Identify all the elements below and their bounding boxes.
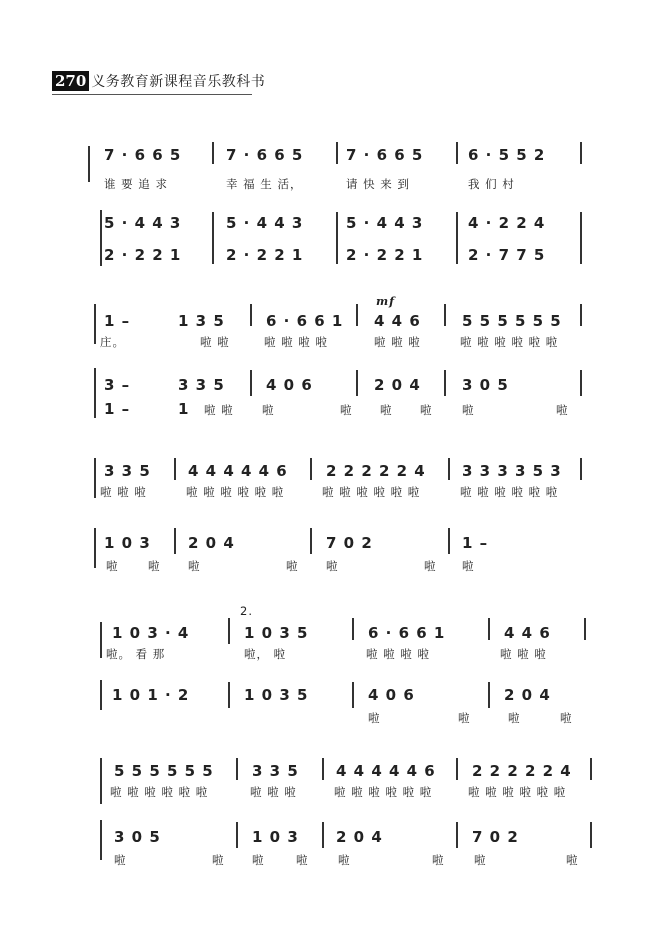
barline <box>580 212 582 264</box>
barline <box>448 528 450 554</box>
lyric: 啦 啦 啦 <box>250 785 297 799</box>
lyric: 啦 <box>462 403 475 417</box>
lyric: 啦 <box>556 403 569 417</box>
measure: 2 2 2 2 2 4 <box>326 462 426 480</box>
piano-brace <box>100 820 102 860</box>
system-5 <box>0 750 655 880</box>
repeat-barline <box>228 618 230 644</box>
measure: 1 0 3 5 <box>244 686 309 704</box>
measure: 5 · 4 4 3 <box>104 214 182 232</box>
measure: 5 · 4 4 3 <box>346 214 424 232</box>
lyric: 啦 啦 啦 <box>374 335 421 349</box>
piano-brace <box>94 368 96 418</box>
lyric: 啦 <box>508 711 521 725</box>
lyric: 啦 啦 啦 啦 啦 啦 <box>322 485 421 499</box>
measure: 4 0 6 <box>368 686 415 704</box>
barline <box>456 758 458 780</box>
dynamic-marking: mf <box>376 294 396 308</box>
book-title: 义务教育新课程音乐教科书 <box>91 74 266 90</box>
lyric: 啦 <box>368 711 381 725</box>
page-number: 270 <box>52 71 89 91</box>
measure: 3 3 5 <box>252 762 299 780</box>
barline <box>590 822 592 848</box>
lyric: 啦 <box>458 711 471 725</box>
lyric: 啦 <box>114 853 127 867</box>
lyric: 啦 啦 啦 啦 <box>366 647 430 661</box>
system-bracket <box>100 622 102 658</box>
measure: 3 3 5 <box>178 376 225 394</box>
measure: 1 0 3 5 <box>244 624 309 642</box>
barline <box>174 458 176 480</box>
system-4 <box>0 600 655 730</box>
measure: 4 4 6 <box>374 312 421 330</box>
lyric: 啦 啦 啦 啦 啦 啦 <box>460 485 559 499</box>
barline <box>356 370 358 396</box>
measure: 1 – <box>462 534 489 552</box>
lyric: 啦 啦 啦 啦 啦 啦 <box>110 785 209 799</box>
piano-brace <box>100 210 102 266</box>
barline <box>580 370 582 396</box>
barline <box>236 758 238 780</box>
barline <box>448 458 450 480</box>
measure: 6 · 6 6 1 <box>266 312 344 330</box>
lyric: 我 们 村 <box>468 177 515 191</box>
measure: 1 <box>178 400 190 418</box>
system-2 <box>0 290 655 430</box>
measure: 2 · 2 2 1 <box>226 246 304 264</box>
lyric: 谁 要 追 求 <box>104 177 168 191</box>
barline <box>456 212 458 264</box>
measure: 5 5 5 5 5 5 <box>114 762 214 780</box>
measure: 5 · 4 4 3 <box>226 214 304 232</box>
measure: 3 3 5 <box>104 462 151 480</box>
lyric: 啦 啦 啦 啦 啦 啦 <box>460 335 559 349</box>
barline <box>584 618 586 640</box>
lyric: 啦 <box>424 559 437 573</box>
measure: 1 0 3 <box>104 534 151 552</box>
barline <box>212 142 214 164</box>
measure: 4 4 4 4 4 6 <box>336 762 436 780</box>
measure: 4 4 6 <box>504 624 551 642</box>
measure: 4 4 4 4 4 6 <box>188 462 288 480</box>
barline <box>488 618 490 640</box>
measure: 2 · 2 2 1 <box>104 246 182 264</box>
measure: 3 3 3 3 5 3 <box>462 462 562 480</box>
lyric: 啦， 啦 <box>244 647 287 661</box>
barline <box>444 304 446 326</box>
lyric: 啦 <box>474 853 487 867</box>
volta-label: 2. <box>240 604 253 618</box>
lyric: 啦。 看 那 <box>106 647 166 661</box>
lyric: 啦 啦 啦 啦 <box>264 335 328 349</box>
lyric: 啦 <box>148 559 161 573</box>
lyric: 幸 福 生 活， <box>226 177 303 191</box>
lyric: 啦 啦 <box>200 335 230 349</box>
lyric: 庄。 <box>100 335 125 349</box>
lyric: 啦 啦 啦 啦 啦 啦 <box>186 485 285 499</box>
lyric: 啦 <box>380 403 393 417</box>
piano-brace <box>94 528 96 568</box>
barline <box>352 618 354 640</box>
lyric: 啦 啦 <box>204 403 234 417</box>
barline <box>250 304 252 326</box>
measure: 7 · 6 6 5 <box>226 146 304 164</box>
barline <box>580 142 582 164</box>
measure: 2 0 4 <box>374 376 421 394</box>
measure: 2 2 2 2 2 4 <box>472 762 572 780</box>
lyric: 啦 啦 啦 啦 啦 啦 <box>334 785 433 799</box>
measure: 1 0 3 <box>252 828 299 846</box>
system-bracket <box>94 458 96 498</box>
lyric: 啦 啦 啦 <box>100 485 147 499</box>
barline <box>212 212 214 264</box>
measure: 7 0 2 <box>326 534 373 552</box>
lyric: 啦 <box>566 853 579 867</box>
lyric: 啦 <box>188 559 201 573</box>
measure: 2 0 4 <box>336 828 383 846</box>
barline <box>580 304 582 326</box>
barline <box>336 212 338 264</box>
measure: 3 0 5 <box>114 828 161 846</box>
barline <box>322 758 324 780</box>
lyric: 啦 啦 啦 啦 啦 啦 <box>468 785 567 799</box>
lyric: 啦 <box>252 853 265 867</box>
barline <box>580 458 582 480</box>
piano-brace <box>100 680 102 710</box>
barline <box>456 142 458 164</box>
measure: 2 · 2 2 1 <box>346 246 424 264</box>
measure: 1 0 1 · 2 <box>112 686 190 704</box>
repeat-barline <box>228 682 230 708</box>
system-bracket <box>100 758 102 804</box>
measure: 2 · 7 7 5 <box>468 246 546 264</box>
barline <box>590 758 592 780</box>
barline <box>352 682 354 708</box>
barline <box>488 682 490 708</box>
system-bracket <box>94 304 96 344</box>
barline <box>444 370 446 396</box>
measure: 7 0 2 <box>472 828 519 846</box>
measure: 1 – <box>104 400 131 418</box>
measure: 1 3 5 <box>178 312 225 330</box>
lyric: 啦 <box>262 403 275 417</box>
barline <box>356 304 358 326</box>
measure: 2 0 4 <box>188 534 235 552</box>
barline <box>250 370 252 396</box>
lyric: 啦 <box>286 559 299 573</box>
measure: 7 · 6 6 5 <box>346 146 424 164</box>
measure: 1 0 3 · 4 <box>112 624 190 642</box>
barline <box>174 528 176 554</box>
lyric: 啦 <box>296 853 309 867</box>
barline <box>322 822 324 848</box>
barline <box>310 458 312 480</box>
measure: 7 · 6 6 5 <box>104 146 182 164</box>
lyric: 啦 <box>420 403 433 417</box>
lyric: 啦 <box>326 559 339 573</box>
barline <box>456 822 458 848</box>
measure: 3 – <box>104 376 131 394</box>
lyric: 啦 啦 啦 <box>500 647 547 661</box>
header-rule <box>52 94 252 95</box>
measure: 4 0 6 <box>266 376 313 394</box>
measure: 4 · 2 2 4 <box>468 214 546 232</box>
measure: 3 0 5 <box>462 376 509 394</box>
barline <box>310 528 312 554</box>
system-3 <box>0 450 655 580</box>
barline <box>236 822 238 848</box>
system-1 <box>0 130 655 270</box>
barline <box>336 142 338 164</box>
system-bracket <box>88 146 90 182</box>
lyric: 啦 <box>462 559 475 573</box>
measure: 6 · 6 6 1 <box>368 624 446 642</box>
page-header <box>52 70 265 92</box>
lyric: 啦 <box>432 853 445 867</box>
measure: 2 0 4 <box>504 686 551 704</box>
measure: 1 – <box>104 312 131 330</box>
measure: 6 · 5 5 2 <box>468 146 546 164</box>
lyric: 啦 <box>338 853 351 867</box>
measure: 5 5 5 5 5 5 <box>462 312 562 330</box>
lyric: 啦 <box>212 853 225 867</box>
lyric: 啦 <box>106 559 119 573</box>
lyric: 啦 <box>560 711 573 725</box>
lyric: 啦 <box>340 403 353 417</box>
lyric: 请 快 来 到 <box>346 177 410 191</box>
